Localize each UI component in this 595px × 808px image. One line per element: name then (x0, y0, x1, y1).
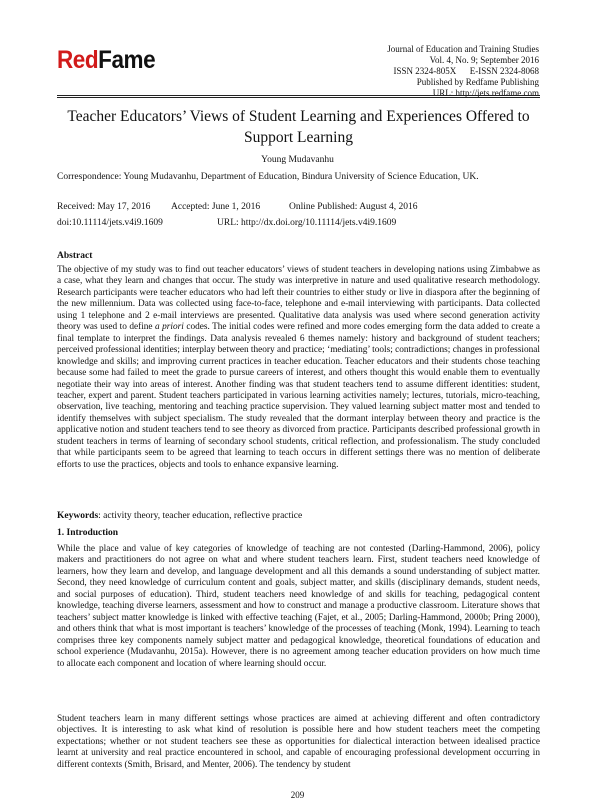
keywords-label: Keywords (57, 511, 99, 521)
journal-info (387, 44, 539, 99)
article-title: Teacher Educators’ Views of Student Learning and Experiences Offered to Support Learning (67, 108, 530, 146)
journal-issn: ISSN 2324-805X E-ISSN 2324-8068 (393, 66, 539, 76)
received-date: Received: May 17, 2016 (57, 202, 151, 212)
abstract-text-part1: The objective of my study was to find out teacher educators’ views of student teachers in developing nations using Zimbabwe as a case, what they learn and changes that occur. The study was interpretive in nature and used qualitative research methodology. Research participants were teacher educators who had left their countries to either study or live in diaspora after the beginning of the new millennium. Data was collected using face-to-face, telephone and e-mail interviewing with participants. Data collected using 1 telephone and 2 e-mail interviews are presented. Qualitative data analysis was used where second generation activity theory was used to define (57, 265, 540, 333)
logo-red-text: Red (57, 46, 99, 74)
journal-name: Journal of Education and Training Studies (387, 44, 539, 54)
header-rule-top (57, 95, 540, 96)
accepted-date: Accepted: June 1, 2016 (171, 202, 261, 212)
journal-volume: Vol. 4, No. 9; September 2016 (429, 55, 539, 65)
introduction-paragraph-1: While the place and value of key categories of knowledge of teaching are not contested (Darling-Hammond, 2006), policy makers and practitioners do not agree on what and where student teachers learn. First, student teachers need knowledge of learners, how they learn and develop, and language development and all this demands a sound understanding of subject matter. Second, they need knowledge of curriculum content and goals, subject matter, and skills (disciplinary demands, student needs, and social purposes of education). Third, student teachers need knowledge of and skills for teaching, pedagogical content knowledge, teaching diverse learners, assessment and how to construct and manage a productive classroom. Literature shows that teachers’ subject matter knowledge is linked with effective teaching (Fajet, et al., 2005; Darling-Hammond, 2000b; Pring 2000), and others think that what is most important is teachers’ knowledge of the processes of teaching (Monk, 1994). Learning to teach comprises three key components namely subject matter and pedagogical knowledge, theoretical foundations of education and school experience (Mudavanhu, 2015a). However, there is no agreement among teacher education providers on how much time to allocate each component and location of where learning should occur. (57, 544, 540, 669)
keywords (57, 511, 302, 521)
abstract-text-part2: codes. The initial codes were refined and more codes emerging form the data added to create a final template to interpret the findings. Data analysis revealed 6 themes namely: history and background of student teachers; perceived professional identities; interplay between theory and practice; ‘mediating’ tools; contradictions; changes in professional knowledge and skills; and improving current practices in teacher education. Teacher educators and their students chose teaching because some had failed to meet the grade to pursue careers of interest, and others thought this would enable them to eventually negotiate their way into areas of interest. Another finding was that student teachers tend to assume different identities: student, teacher, expert and parent. Student teachers participated in various learning activities namely; lectures, tutorials, micro-teaching, observation, live teaching, mentoring and teaching practice supervision. They valued learning subject matter most and tended to identify themselves with subject specialism. The study revealed that the dormant interplay between theory and practice is the applicative notion and student teachers tend to see theory as divorced from practice. Participants described professional growth in student teachers in terms of learning of secondary school students, critical reflection, and professionalism. The study concluded that while participants seem to be agreed that learning to teach occurs in different settings there was no mention of deliberate efforts to use the practices, objects and tools to enhance expansive learning. (57, 322, 541, 470)
doi: doi:10.11114/jets.v4i9.1609 (57, 218, 163, 228)
doi-url[interactable]: URL: http://dx.doi.org/10.11114/jets.v4i9.1609 (217, 218, 397, 228)
publication-dates (57, 202, 418, 212)
article-author: Young Mudavanhu (261, 155, 334, 165)
correspondence: Correspondence: Young Mudavanhu, Department of Education, Bindura University of Science Education, UK. (57, 172, 479, 182)
redfame-logo (57, 46, 155, 75)
logo-black-text: Fame (98, 46, 156, 74)
journal-publisher: Published by Redfame Publishing (416, 77, 539, 87)
keywords-text: : activity theory, teacher education, reflective practice (98, 511, 303, 521)
doi-row (57, 218, 396, 228)
introduction-paragraph-2: Student teachers learn in many different settings whose practices are aimed at achieving different and often contradictory objectives. It is interesting to ask what kind of resolution is possible here and how student teachers meet the competing expectations; whether or not student teachers see these as opportunities for dialectical interaction between idealised practice learnt at university and real practice encountered in school, and capable of encouraging professional development occurring in different contexts (Smith, Brisard, and Menter, 2006). The tendency by student (57, 714, 540, 770)
introduction-heading: 1. Introduction (57, 528, 119, 538)
abstract-body (57, 265, 540, 471)
header-rule-bottom (57, 97, 540, 98)
abstract-heading: Abstract (57, 251, 93, 261)
journal-url[interactable]: URL: http://jets.redfame.com (432, 88, 539, 98)
published-date: Online Published: August 4, 2016 (289, 202, 418, 212)
page-number: 209 (290, 790, 305, 800)
abstract-italic: a priori (155, 322, 184, 333)
